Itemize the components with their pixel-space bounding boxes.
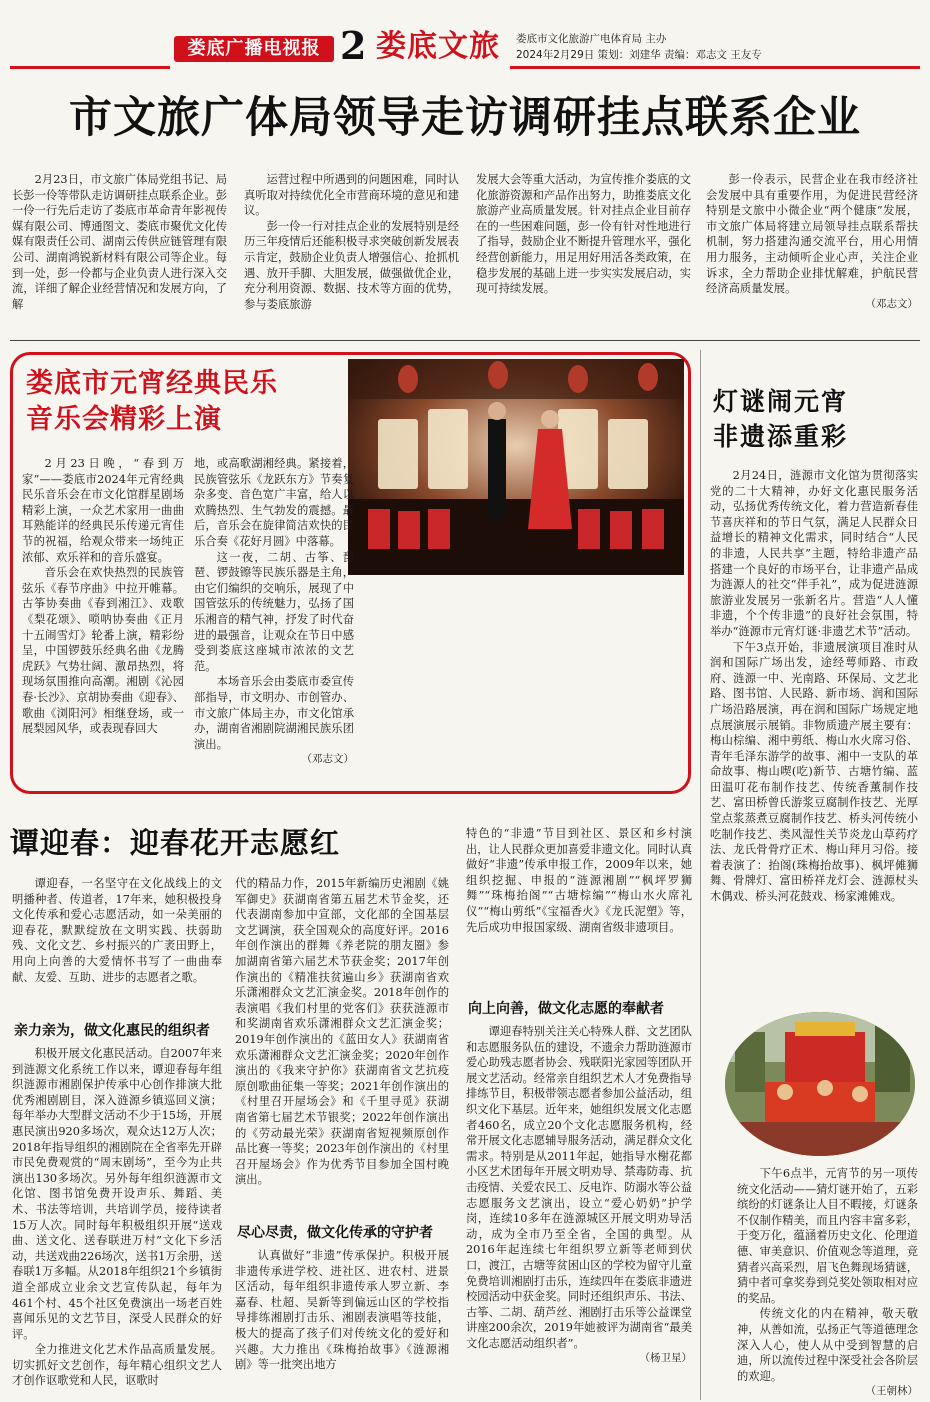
volunteer-col2b — [235, 1248, 449, 1398]
article1-text: 彭一伶一行对挂点企业的发展特别是经历三年疫情后还能积极寻求突破创新发展表示肯定，鼓励企业负责人增强信心、抢抓机遇、放开手脚、大胆发展，做强做优企业，充分利用资源、数据、技术等方面的优势，参与娄底旅游 — [244, 219, 459, 311]
article4-text: 积极开展文化惠民活动。自2007年来到涟源文化系统工作以来，谭迎春每年组织涟源市湘剧保护传承中心创作排演大批优秀湘剧剧目，深入涟源乡镇巡回义演；每年举办大型群文活动不少于15场，开展惠民演出920多场次，观众达12万人次；2018年指导组织的湘剧院在全省率先开辟市民免费观赏的“周末剧场”，至今为止共演出130多场次。另外每年组织涟源市文化馆、图书馆免费开设声乐、舞蹈、美术、书法等培训，共培训学员，接待读者15万人次。同时每年积极组织开展“送戏曲、送文化、送春联进万村”文化下乡活动，共送戏曲226场次，送书1万余册，送春联1万多幅。从2018年组织21个乡镇街道全部成立业余文艺宣传队起，每年为461个村、45个社区免费演出一场老百姓喜闻乐见的文艺节目，深受人民群众的好评。 — [12, 1047, 222, 1341]
masthead — [0, 0, 930, 80]
concert-col2 — [194, 456, 354, 788]
subhead-guardian: 尽心尽责，做文化传承的守护者 — [237, 1225, 433, 1241]
article1-text: 运营过程中所遇到的问题困难，同时认真听取对持续优化全市营商环境的意见和建议。 — [244, 173, 459, 218]
article2-text: 地，或高歌湖湘经典。紧接着，民族管弦乐《龙跃东方》节奏复杂多变、音色宽广丰富，给人以欢腾热烈、生气勃发的震撼。最后，音乐会在旋律简洁欢快的民乐合奏《花好月圆》中落幕。 — [194, 457, 354, 548]
volunteer-col1 — [12, 1046, 222, 1398]
volunteer-intro — [12, 876, 222, 1004]
concert-stage-photo — [348, 359, 684, 575]
volunteer-col3 — [466, 826, 692, 996]
article3-byline: （王朝林） — [865, 1385, 918, 1398]
article2-text: 本场音乐会由娄底市委宣传部指导，市文明办、市创管办、市文旅广体局主办，市文化馆承办，湖南省湘剧院湖湘民族乐团演出。 — [194, 675, 354, 751]
article3-text: 传统文化的内在精神，敬天敬神，从善如流，弘扬正气等道德理念深入人心，使人从中受到智慧的启迪，所以流传过程中深受社会各阶层的欢迎。 — [737, 1307, 918, 1383]
concert-article-title — [26, 366, 278, 438]
parade-photo-graphic — [725, 1012, 915, 1156]
volunteer-article-headline: 谭迎春：迎春花开志愿红 — [10, 826, 341, 860]
article1-col1 — [12, 172, 227, 332]
organizer-line: 娄底市文化旅游广电体育局 主办 — [516, 33, 667, 45]
article3-text: 下午6点半，元宵节的另一项传统文化活动——猜灯谜开始了，五彩缤纷的灯谜条让人目不暇接，灯谜条不仅制作精美，而且内容丰富多彩，于变万化，蕴涵着历史文化、伦理道德、审美意识、价值观念等道理，竞猜者兴高采烈，眉飞色舞现场猜谜，猜中者可拿奖券到兑奖处领取相对应的奖品。 — [737, 1167, 918, 1305]
article3-text: 下午3点开始，非遗展演项目准时从润和国际广场出发，途经萼师路、市政府、涟源一中、光南路、环保局、文艺北路、图书馆、人民路、新市场、润和国际广场沿路展演，再在润和国际广场规定地点展演展示展销。非物质遗产展主要有：梅山棕编、湘中剪纸、梅山水火席习俗、青年毛泽东游学的故事、湘中一支队的革命故事、梅山喫(吃)新节、古塘竹编、蓝田温叮花布制作技艺、传统香薰制作技艺、富田桥曾氏游浆豆腐制作技艺、光厚堂点浆蒸煮豆腐制作技艺、桥头河传统小吃制作技艺、类风湿性关节炎龙山草药疗法、龙氏骨骨疗正术、梅山拜月习俗。接着表演了：抬阁(珠梅抬故事)、枫坪傩狮舞、骨牌灯、富田桥祥龙灯会、涟源杖头木偶戏、桥头河花鼓戏、杨家滩傩戏。 — [710, 640, 918, 904]
article4-text: 特色的“非遗”节目到社区、景区和乡村演出，让人民群众更加喜爱非遗文化。同时认真做好“非遗”传承申报工作，2009年以来，她组织挖掘、申报的“涟源湘剧”“枫坪罗狮舞”“珠梅抬阁”“古塘棕编”“梅山水火席礼仪”“梅山剪纸”《宝福香火》《龙氏泥塑》等，先后成功申报国家级、湖南省级非遗项目。 — [466, 827, 692, 934]
article1-col4 — [706, 172, 918, 334]
title-line: 娄底市元宵经典民乐 — [26, 368, 278, 399]
lantern-col-upper — [710, 468, 918, 1004]
masthead-rule-right — [510, 66, 920, 69]
lantern-col-lower — [737, 1166, 918, 1398]
date-credits-line: 2024年2月29日 策划：刘建华 责编：邓志文 王友专 — [516, 49, 762, 61]
article1-headline: 市文旅广体局领导走访调研挂点联系企业 — [69, 93, 861, 143]
article4-text: 谭迎春，一名坚守在文化战线上的文明播种者、传道者，17年来，她积极投身文化传承和爱心志愿活动，如一朵美丽的迎春花，默默绽放在文明实践、扶弱助残、文化文艺、乡村振兴的广袤田野上，用向上向善的大爱情怀书写了一曲曲奉献、友爱、互助、进步的志愿者之歌。 — [12, 877, 222, 984]
subhead-volunteer: 向上向善，做文化志愿的奉献者 — [468, 1001, 664, 1017]
title-line: 灯谜闹元宵 — [713, 387, 849, 416]
section-title: 娄底文旅 — [376, 29, 500, 64]
concert-photo-graphic — [348, 359, 684, 575]
article1-text: 2月23日，市文旅广体局党组书记、局长彭一伶等带队走访调研挂点联系企业。彭一伶一行先后走访了娄底市革命青年影视传媒有限公司、博通图文、娄底市聚优文化传媒有限责任公司、湖南云传供应链管理有限公司、湖南鸿锐新材料有限公司等企业。每到一处，彭一伶都与企业负责人进行深入交流，详细了解企业经营情况和发展方向，了解 — [12, 173, 227, 311]
page-number: 2 — [340, 23, 367, 68]
concert-col1 — [22, 456, 184, 788]
title-line: 非遗添重彩 — [713, 422, 849, 451]
article4-text: 全力推进文化艺术作品高质量发展。切实抓好文艺创作，每年精心组织文艺人才创作讴歌党和人民，讴歌时 — [12, 1343, 222, 1388]
newspaper-logo: 娄底广播电视报 — [174, 36, 334, 62]
article4-text: 代的精品力作，2015年新编历史湘剧《姚军御史》获湖南省第五届艺术节金奖，还代表湖南参加中宣部，文化部的全国基层文艺调演，获全国观众的高度好评。2016年创作演出的群舞《养老院的朋友圈》参加湖南省第六届艺术节获金奖；2017年创作演出的《精准扶贫遍山乡》获湖南省欢乐潇湘群众文艺汇演金奖。2018年创作的表演唱《我们村里的党客们》获获涟源市和奖湖南省欢乐潇湘群众文艺汇演金奖；2019年创作演出的《蓝田女人》获湖南省欢乐潇湘群众文艺汇演金奖；2020年创作演出的《我来守护你》获湖南省文艺抗疫原创歌曲征集一等奖；2021年创作演出的《村里召开屋场会》和《千里寻觅》获湖南省第七届艺术节银奖；2022年创作演出的《劳动最光荣》获湖南省短视频原创作品比赛一等奖；2023年创作演出的《村里召开屋场会》作为优秀节目参加全国村晚演出。 — [235, 877, 449, 1187]
title-line: 音乐会精彩上演 — [26, 404, 222, 435]
article1-col2 — [244, 172, 459, 332]
article1-text: 发展大会等重大活动，为宣传推介娄底的文化旅游资源和产品作出努力，助推娄底文化旅游产业高质量发展。针对挂点企业目前存在的一些困难问题，彭一伶有针对性地进行了指导，鼓励企业不断提升管理水平，强化经营创新能力，用足用好用活各类政策，在稳步发展的基础上进一步实实发展启动，实现可持续发展。 — [476, 173, 691, 296]
article3-text: 2月24日，涟源市文化馆为贯彻落实党的二十大精神，办好文化惠民服务活动，弘扬优秀传统文化，着力营造新春佳节喜庆祥和的节日气氛，满足人民群众日益增长的精神文化需求，同时结合“人民的非遗，人民共享”主题，特给非遗产品搭建一个良好的市场平台，让非遗产品成为涟源人的社交“伴手礼”，成为促进涟源旅游业发展另一张新名片。营造“人人懂非遗，个个传非遗”的良好社会氛围，特举办“涟源市元宵灯谜·非遗艺术节”活动。 — [710, 469, 918, 638]
article1-byline: （邓志文） — [865, 297, 918, 310]
article4-byline: （杨卫星） — [639, 1352, 692, 1365]
parade-photo — [725, 1012, 915, 1156]
volunteer-col3b — [466, 1024, 692, 1398]
article2-text: 这一夜，二胡、古筝、琵琶、锣鼓镲等民族乐器是主角，由它们编织的交响乐，展现了中国管弦乐的传统魅力，弘扬了国乐湘音的精气神，抒发了时代奋进的最强音，让观众在节日中感受到娄底这座城市浓浓的文艺范。 — [194, 550, 354, 673]
article2-text: 2月23日晚，“春到万家”——娄底市2024年元宵经典民乐音乐会在市文化馆群星剧场精彩上演，一众艺术家用一曲曲耳熟能详的经典民乐传递元宵佳节的祝福，给观众带来一场纯正浓郁、欢乐祥和的音乐盛宴。 — [22, 457, 184, 564]
article4-text: 认真做好“非遗”传承保护。积极开展非遗传承进学校、进社区、进农村、进景区活动，每年组织非遗传承人罗立新、李嘉春、杜超、吴新等到偏远山区的学校指导排练湘剧打击乐、湘剧表演唱等技能，极大的提高了孩子们对传统文化的爱好和兴趣。大力推出《珠梅抬故事》《涟源湘剧》等一批突出地方 — [235, 1249, 449, 1372]
article4-text: 谭迎春特别关注关心特殊人群、文艺团队和志愿服务队伍的建设，不遗余力帮助涟源市爱心助残志愿者协会、残联阳光家园等团队开展文艺活动。经常亲自组织艺术人才免费指导排练节目，积极带领志愿者参加公益活动，组织文化下基层。近年来，她组织发展文化志愿者460名，成立20个文化志愿服务机构，经常开展文化志愿辅导服务活动，满足群众文化需求。特别是从2011年起，她指导水榭花都小区艺术团每年开展文明劝导、禁毒防毒、抗击疫情、关爱农民工、反电诈、防溺水等公益志愿服务文艺演出，设立“爱心奶奶”护学岗，连续10多年在涟源城区开展文明劝导活动，成为全市乃至全省，全国的典型。从2016年起连续七年组织罗立新等老师到伏口，渡江，古塘等贫困山区的学校为留守儿童免费培训湘剧打击乐，连续四年在娄底非遗进校园活动中获金奖。同时还组织声乐、书法、古筝、二胡、葫芦丝、湘剧打击乐等公益课堂讲座200余次，2019年她被评为湖南省“最美文化志愿活动组织者”。 — [466, 1025, 692, 1350]
column-divider — [700, 350, 701, 1400]
lantern-article-title — [713, 384, 848, 454]
article2-byline: （邓志文） — [301, 753, 354, 766]
volunteer-col2 — [235, 876, 449, 1218]
subhead-organizer: 亲力亲为，做文化惠民的组织者 — [14, 1023, 210, 1039]
article1-col3 — [476, 172, 691, 332]
masthead-rule-left — [10, 66, 170, 69]
article2-text: 音乐会在欢快热烈的民族管弦乐《春节序曲》中拉开帷幕。古筝协奏曲《春到湘江》、戏歌《梨花颂》、唢呐协奏曲《正月十五闹雪灯》轮番上演，精彩纷呈，中国锣鼓乐经典名曲《龙腾虎跃》气势壮阔、激昂热烈，将现场氛围推向高潮。湘剧《沁园春·长沙》、京胡协奏曲《迎春》、歌曲《浏阳河》相继登场，或一展梨园风华，或表现春回大 — [22, 566, 184, 736]
divider — [10, 340, 920, 341]
article1-text: 彭一伶表示，民营企业在我市经济社会发展中具有重要作用，为促进民营经济特别是文旅中小微企业“两个健康”发展，市文旅广体局将建立局领导挂点联系帮扶机制，努力搭建沟通交流平台，用心用情用力服务，主动倾听企业心声，关注企业诉求，全力帮助企业排忧解难，护航民营经济高质量发展。 — [706, 173, 918, 296]
